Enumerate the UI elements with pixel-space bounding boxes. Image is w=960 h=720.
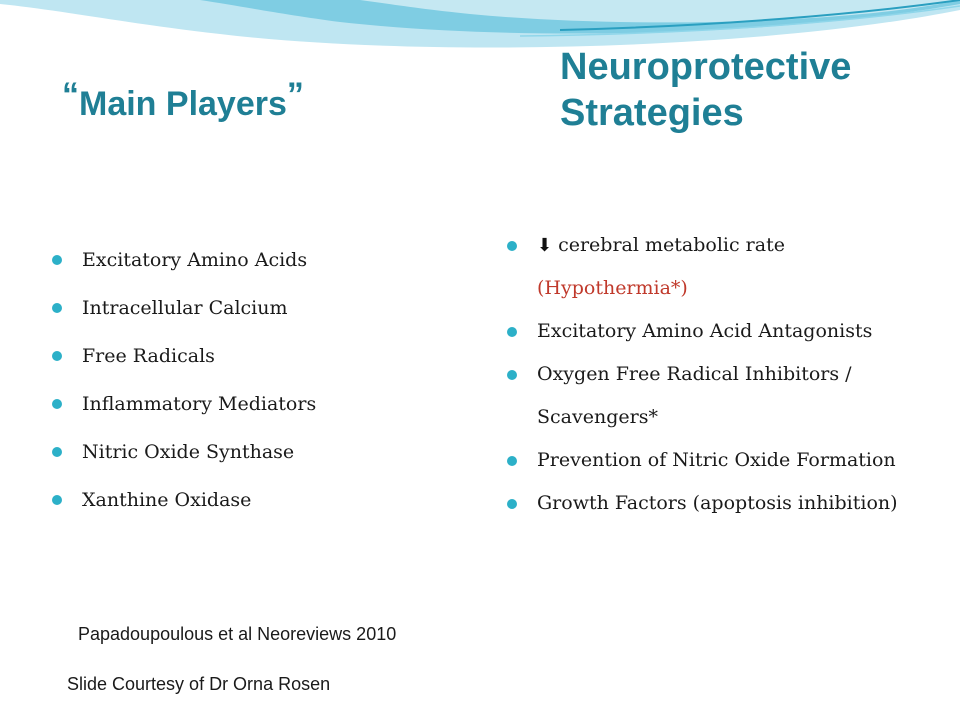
- list-item: [507, 439, 927, 482]
- list-item-text: Nitric Oxide Synthase: [82, 441, 295, 463]
- hypothermia-note: (Hypothermia*): [537, 277, 688, 299]
- list-item-text: Intracellular Calcium: [82, 297, 288, 319]
- list-item-text: Oxygen Free Radical Inhibitors / Scavengers*: [537, 363, 852, 428]
- slide-courtesy: Slide Courtesy of Dr Orna Rosen: [67, 674, 331, 694]
- list-item: [507, 310, 927, 353]
- bullet-icon: [52, 351, 62, 361]
- main-players-title-text: Main Players: [79, 85, 287, 123]
- bullet-icon: [52, 303, 62, 313]
- list-item: [52, 236, 472, 284]
- citation: Papadoupoulous et al Neoreviews 2010: [78, 624, 397, 644]
- list-item: [52, 380, 472, 428]
- bullet-icon: [507, 370, 517, 380]
- list-item-text: Excitatory Amino Acid Antagonists: [537, 320, 873, 342]
- list-item-text: Xanthine Oxidase: [82, 489, 252, 511]
- bullet-icon: [52, 399, 62, 409]
- list-item-text: Excitatory Amino Acids: [82, 249, 308, 271]
- list-item-text: Free Radicals: [82, 345, 215, 367]
- main-players-title: [62, 76, 304, 124]
- bullet-icon: [507, 499, 517, 509]
- list-item: [52, 284, 472, 332]
- list-item: [507, 224, 927, 310]
- list-item: [507, 353, 927, 439]
- list-item: [507, 482, 927, 525]
- list-item-text: cerebral metabolic rate: [558, 234, 785, 256]
- list-item: [52, 476, 472, 524]
- list-item-text: Growth Factors (apoptosis inhibition): [537, 492, 898, 514]
- bullet-icon: [52, 447, 62, 457]
- bullet-icon: [507, 327, 517, 337]
- strategies-list: [507, 224, 927, 525]
- list-item-text: Inflammatory Mediators: [82, 393, 317, 415]
- open-quote: “: [62, 76, 79, 114]
- list-item-text: Prevention of Nitric Oxide Formation: [537, 449, 896, 471]
- bullet-icon: [52, 255, 62, 265]
- title-right-line1: Neuroprotective: [560, 46, 852, 88]
- list-item: [52, 332, 472, 380]
- neuroprotective-strategies-title: [560, 44, 950, 136]
- bullet-icon: [52, 495, 62, 505]
- down-arrow-icon: ⬇: [537, 235, 553, 256]
- bullet-icon: [507, 241, 517, 251]
- close-quote: ”: [286, 76, 304, 114]
- main-players-list: [52, 236, 472, 524]
- bullet-icon: [507, 456, 517, 466]
- list-item: [52, 428, 472, 476]
- title-right-line2: Strategies: [560, 92, 744, 134]
